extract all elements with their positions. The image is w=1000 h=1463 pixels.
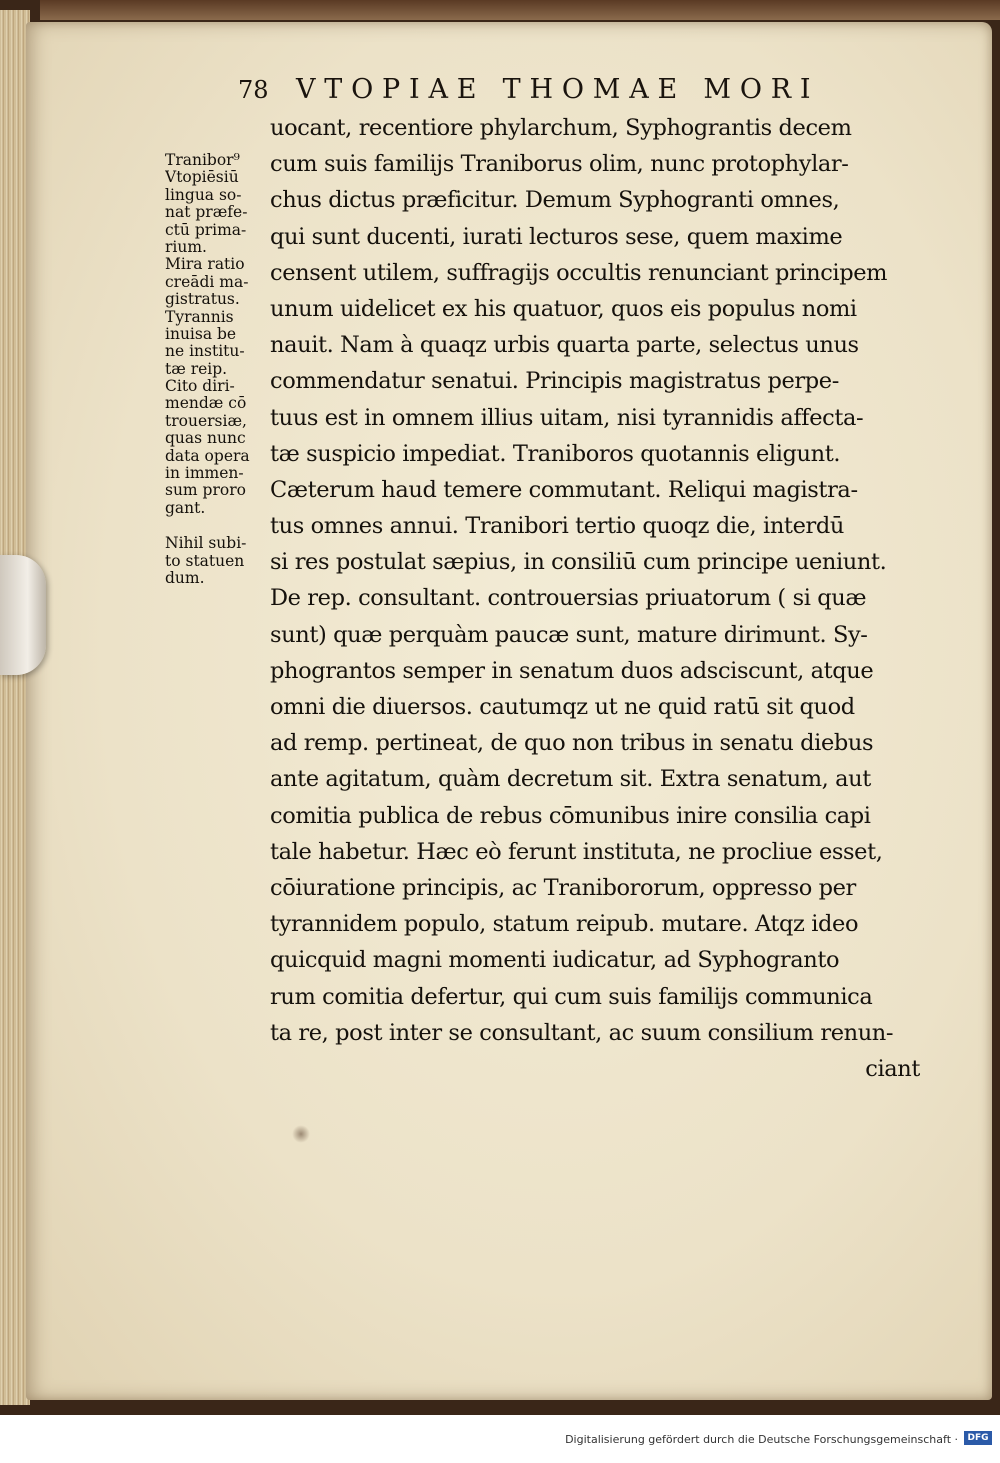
marginal-note-line: rium. <box>165 238 207 256</box>
body-line: tale habetur. Hæc eò ferunt instituta, ne procliue esset, <box>270 838 883 865</box>
body-line: unum uidelicet ex his quatuor, quos eis populus nomi <box>270 295 857 322</box>
body-line: omni die diuersos. cautumqz ut ne quid ratū sit quod <box>270 694 855 720</box>
marginal-note <box>165 309 273 379</box>
dfg-logo: DFG <box>964 1431 992 1445</box>
body-line: rum comitia defertur, qui cum suis familijs communica <box>270 983 873 1010</box>
page-clip <box>0 555 46 675</box>
body-line: chus dictus præficitur. Demum Syphogranti omnes, <box>270 187 840 214</box>
body-line: comitia publica de rebus cōmunibus inire consilia capi <box>270 802 871 829</box>
body-line: censent utilem, suffragijs occultis renunciant principem <box>270 259 888 286</box>
body-line: uocant, recentiore phylarchum, Syphograntis decem <box>270 115 852 141</box>
marginal-note <box>165 256 273 308</box>
marginal-note-line: trouersiæ, <box>165 412 247 430</box>
footer-credit: Digitalisierung gefördert durch die Deutsche Forschungsgemeinschaft · <box>565 1433 958 1446</box>
marginal-note-line: creādi ma- <box>165 273 249 291</box>
body-line: quicquid magni momenti iudicatur, ad Syphogranto <box>270 947 840 974</box>
footer-bar <box>0 1415 1000 1463</box>
marginal-note-line: quas nunc <box>165 430 246 448</box>
marginal-note-line: lingua so- <box>165 186 242 204</box>
running-head <box>238 74 928 114</box>
marginal-note-line: mendæ cō <box>165 395 247 413</box>
body-line: nauit. Nam à quaqz urbis quarta parte, selectus unus <box>270 332 859 359</box>
marginal-note-line: nat præfe- <box>165 204 248 222</box>
marginal-note-line: tæ reip. <box>165 360 228 378</box>
paper-stain <box>292 1125 310 1143</box>
marginal-note <box>165 535 273 587</box>
marginal-notes <box>165 152 273 587</box>
marginal-note-line: data opera <box>165 447 250 465</box>
body-line: phograntos semper in senatum duos adsciscunt, atque <box>270 657 874 684</box>
body-line: cum suis familijs Traniborus olim, nunc protophylar- <box>270 151 849 178</box>
marginal-note-line: in immen- <box>165 465 244 483</box>
body-line: ante agitatum, quàm decretum sit. Extra senatum, aut <box>270 766 871 793</box>
marginal-note <box>165 152 273 256</box>
marginal-note-line: gistratus. <box>165 291 240 309</box>
body-line: tyrannidem populo, statum reipub. mutare. Atqz ideo <box>270 911 859 938</box>
marginal-note-line: ctū prima- <box>165 221 247 239</box>
marginal-note-line: Nihil subi- <box>165 535 247 553</box>
body-line: commendatur senatui. Principis magistratus perpe- <box>270 368 839 395</box>
book-top-edge <box>40 0 1000 20</box>
marginal-note-line: to statuen <box>165 552 245 570</box>
marginal-note-line: gant. <box>165 499 206 517</box>
marginal-note-line: Vtopiēsiū <box>165 169 239 187</box>
body-line: tuus est in omnem illius uitam, nisi tyrannidis affecta- <box>270 404 864 431</box>
note-gap <box>165 517 273 535</box>
marginal-note <box>165 378 273 517</box>
body-line: tæ suspicio impediat. Traniboros quotannis eligunt. <box>270 440 841 467</box>
body-line: qui sunt ducenti, iurati lecturos sese, quem maxime <box>270 223 843 250</box>
marginal-note-line: ne institu- <box>165 343 245 361</box>
body-line: De rep. consultant. controuersias priuatorum ( si quæ <box>270 585 867 612</box>
body-line: ad remp. pertineat, de quo non tribus in senatu diebus <box>270 730 874 757</box>
marginal-note-line: Tranibor⁹ <box>165 152 240 169</box>
body-line: ta re, post inter se consultant, ac suum consilium renun- <box>270 1019 894 1046</box>
body-line: tus omnes annui. Tranibori tertio quoqz die, interdū <box>270 513 844 540</box>
body-line: ciant <box>865 1055 920 1082</box>
page-number: 78 <box>238 76 269 104</box>
body-line: si res postulat sæpius, in consiliū cum principe ueniunt. <box>270 549 887 576</box>
body-line: cōiuratione principis, ac Tranibororum, oppresso per <box>270 874 856 901</box>
body-line: sunt) quæ perquàm paucæ sunt, mature dirimunt. Sy- <box>270 621 868 648</box>
running-title: VTOPIAE THOMAE MORI <box>296 74 820 105</box>
marginal-note-line: Mira ratio <box>165 256 245 274</box>
body-line: Cæterum haud temere commutant. Reliqui magistra- <box>270 476 858 503</box>
marginal-note-line: inuisa be <box>165 325 237 343</box>
marginal-note-line: sum proro <box>165 482 246 500</box>
body-text <box>270 110 920 1087</box>
marginal-note-line: Tyrannis <box>165 308 234 326</box>
marginal-note-line: dum. <box>165 569 205 587</box>
marginal-note-line: Cito diri- <box>165 378 235 396</box>
